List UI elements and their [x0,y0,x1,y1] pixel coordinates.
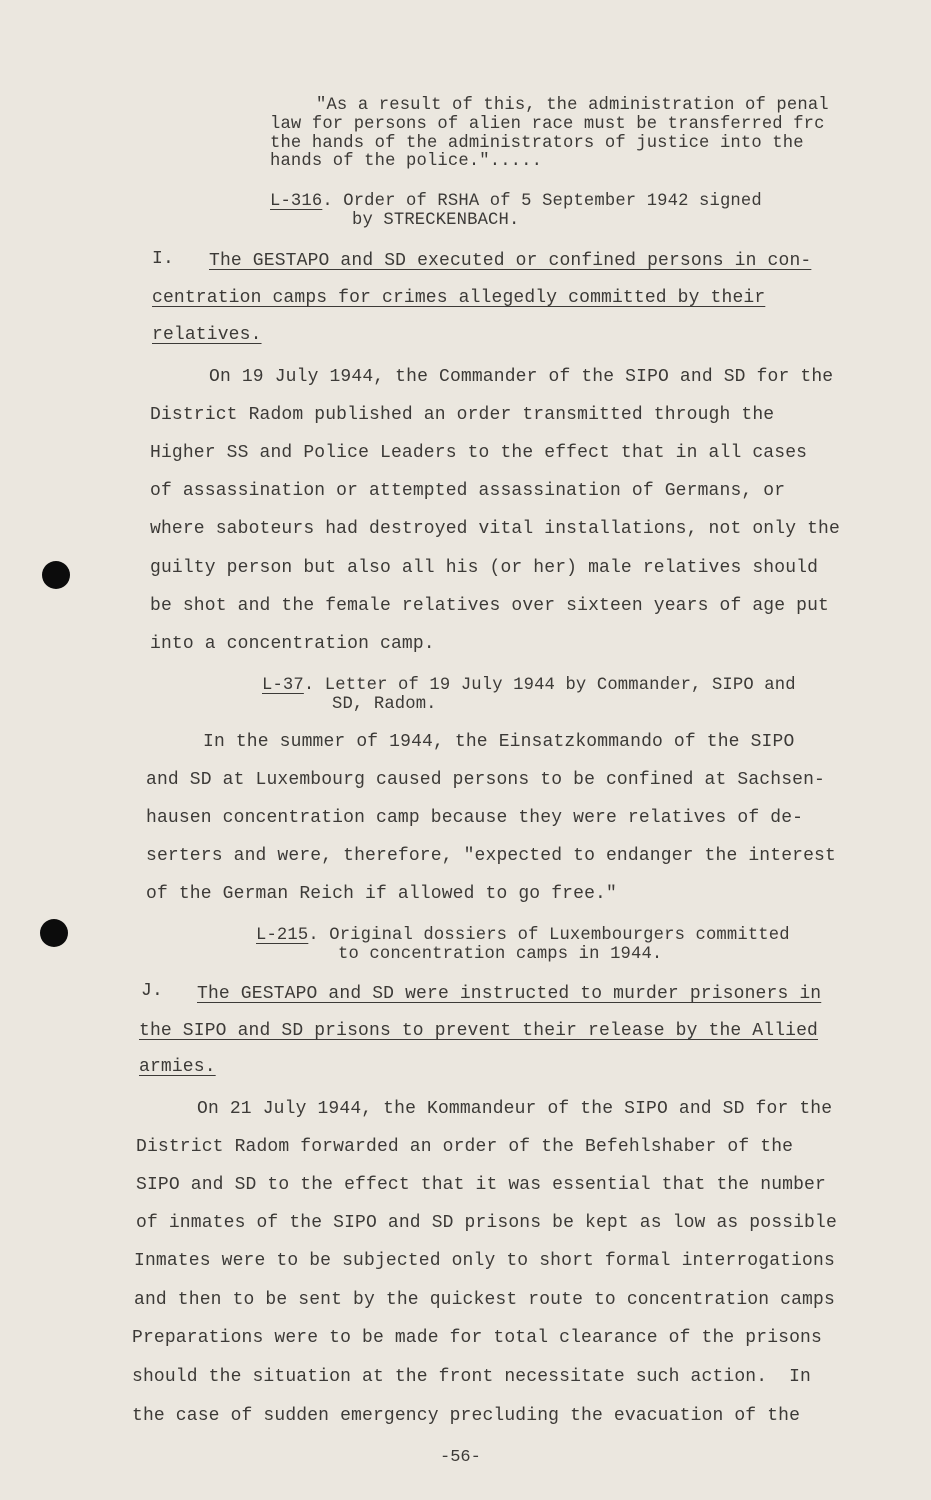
paragraph-line: of inmates of the SIPO and SD prisons be kept as low as possible [136,1213,837,1233]
paragraph-line: of assassination or attempted assassination of Germans, or [150,481,786,501]
paragraph-line: On 21 July 1944, the Kommandeur of the SIPO and SD for the [197,1099,833,1119]
section-heading-line: The GESTAPO and SD were instructed to murder prisoners in [197,984,822,1004]
paragraph-line: District Radom published an order transmitted through the [150,405,775,425]
paragraph-line: Higher SS and Police Leaders to the effect that in all cases [150,443,808,463]
reference-text: . Order of RSHA of 5 September 1942 signed [322,192,762,211]
paragraph-line: serters and were, therefore, "expected to endanger the interest [146,846,836,866]
document-reference [270,192,762,212]
section-heading-line: The GESTAPO and SD executed or confined persons in con- [209,251,812,271]
paragraph-line: be shot and the female relatives over sixteen years of age put [150,596,830,616]
paragraph-line: Preparations were to be made for total clearance of the prisons [132,1328,822,1348]
section-heading-line: armies. [139,1057,216,1077]
reference-text: . Letter of 19 July 1944 by Commander, SIPO and [303,676,796,695]
document-reference [256,926,790,946]
page-number: -56- [440,1448,481,1467]
paragraph-line: and then to be sent by the quickest route to concentration camps [134,1290,835,1310]
reference-text-continued: to concentration camps in 1944. [338,945,663,964]
paragraph-line: of the German Reich if allowed to go free." [146,884,617,904]
section-label: I. [152,249,174,269]
punch-hole-icon [42,561,70,589]
paragraph-line: guilty person but also all his (or her) male relatives should [150,558,819,578]
paragraph-line: where saboteurs had destroyed vital installations, not only the [150,519,840,539]
reference-text: . Original dossiers of Luxembourgers committed [308,926,790,945]
paragraph-line: should the situation at the front necessitate such action. In [132,1367,812,1387]
quote-line: hands of the police."..... [270,152,543,171]
paragraph-line: the case of sudden emergency precluding the evacuation of the [132,1406,801,1426]
reference-code: L-316 [270,192,323,211]
paragraph-line: Inmates were to be subjected only to short formal interrogations [134,1251,835,1271]
paragraph-line: SIPO and SD to the effect that it was essential that the number [136,1175,826,1195]
paragraph-line: hausen concentration camp because they were relatives of de- [146,808,804,828]
paragraph-line: In the summer of 1944, the Einsatzkommando of the SIPO [203,732,795,752]
reference-code: L-37 [262,676,304,695]
document-reference [262,676,796,696]
section-label: J. [141,981,163,1001]
reference-code: L-215 [256,926,309,945]
paragraph-line: into a concentration camp. [150,634,435,654]
paragraph-line: and SD at Luxembourg caused persons to be confined at Sachsen- [146,770,826,790]
reference-text-continued: SD, Radom. [332,695,437,714]
section-heading-line: relatives. [152,325,262,345]
quote-line: the hands of the administrators of justice into the [270,134,804,153]
punch-hole-icon [40,919,68,947]
quote-line: "As a result of this, the administration of penal [316,96,829,115]
paragraph-line: On 19 July 1944, the Commander of the SIPO and SD for the [209,367,834,387]
section-heading-line: centration camps for crimes allegedly committed by their [152,288,766,308]
reference-text-continued: by STRECKENBACH. [352,211,520,230]
paragraph-line: District Radom forwarded an order of the Befehlshaber of the [136,1137,794,1157]
quote-line: law for persons of alien race must be transferred frc [270,115,825,134]
section-heading-line: the SIPO and SD prisons to prevent their release by the Allied [139,1021,819,1041]
